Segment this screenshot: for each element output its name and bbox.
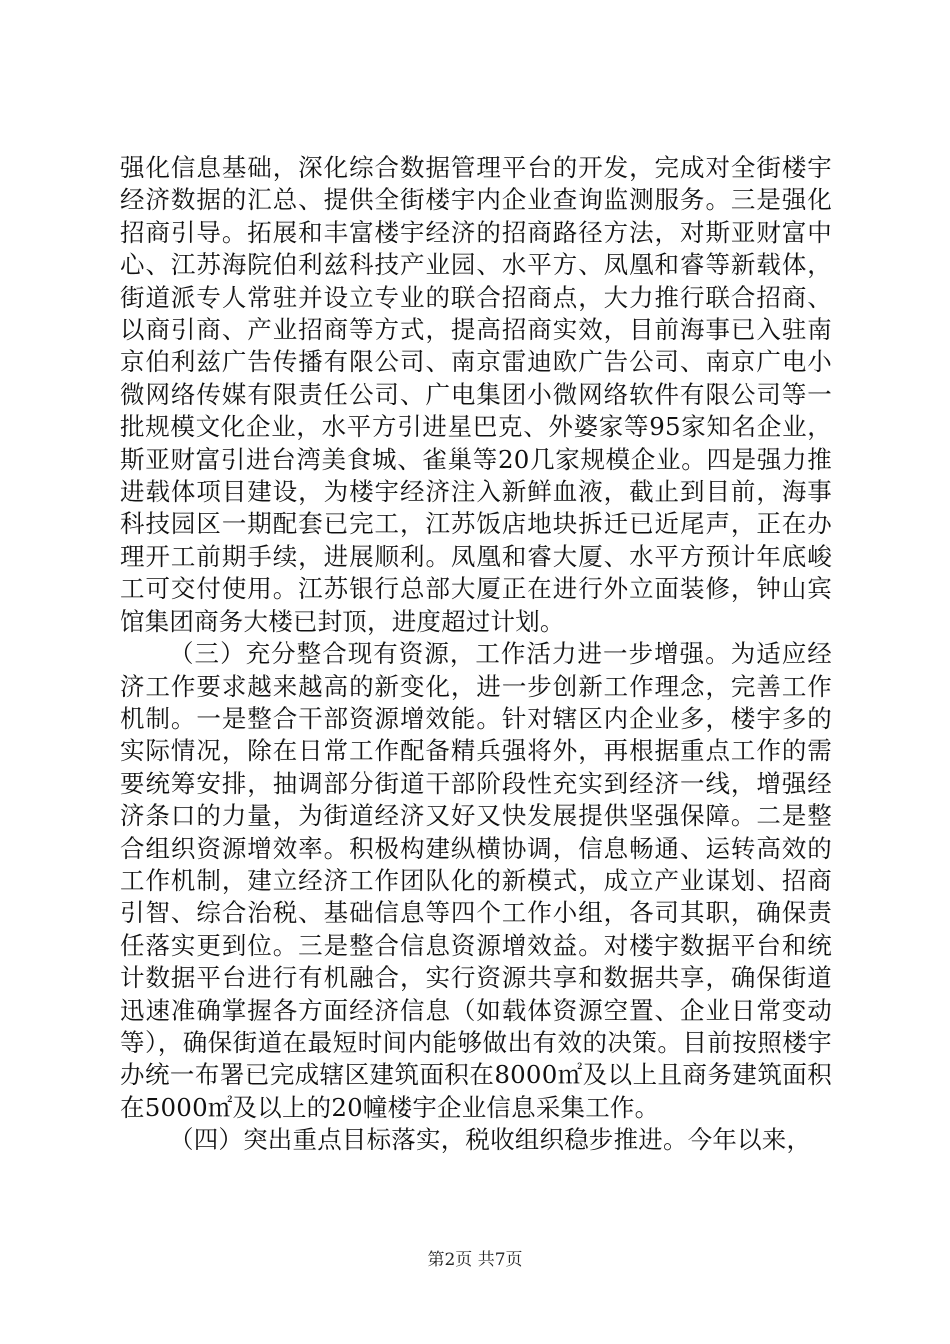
paragraph-continuation: 强化信息基础，深化综合数据管理平台的开发，完成对全街楼宇经济数据的汇总、提供全街楼宇内企业查询监测服务。三是强化招商引导。拓展和丰富楼宇经济的招商路径方法，对斯亚财富中心、江苏海院伯利兹科技产业园、水平方、凤凰和睿等新载体，街道派专人常驻并设立专业的联合招商点，大力推行联合招商、以商引商、产业招商等方式，提高招商实效，目前海事已入驻南京伯利兹广告传播有限公司、南京雷迪欧广告公司、南京广电小微网络传媒有限责任公司、广电集团小微网络软件有限公司等一批规模文化企业，水平方引进星巴克、外婆家等95家知名企业，斯亚财富引进台湾美食城、雀巢等20几家规模企业。四是强力推进载体项目建设，为楼宇经济注入新鲜血液，截止到目前，海事科技园区一期配套已完工，江苏饭店地块拆迁已近尾声，正在办理开工前期手续，进展顺利。凤凰和睿大厦、水平方预计年底峻工可交付使用。江苏银行总部大厦正在进行外立面装修，钟山宾馆集团商务大楼已封顶，进度超过计划。 — [120, 153, 832, 636]
paragraph-section-3: （三）充分整合现有资源，工作活力进一步增强。为适应经济工作要求越来越高的新变化，进一步创新工作理念，完善工作机制。一是整合干部资源增效能。针对辖区内企业多，楼宇多的实际情况，除在日常工作配备精兵强将外，再根据重点工作的需要统筹安排，抽调部分街道干部阶段性充实到经济一线，增强经济条口的力量，为街道经济又好又快发展提供坚强保障。二是整合组织资源增效率。积极构建纵横协调，信息畅通、运转高效的工作机制，建立经济工作团队化的新模式，成立产业谋划、招商引智、综合治税、基础信息等四个工作小组，各司其职，确保责任落实更到位。三是整合信息资源增效益。对楼宇数据平台和统计数据平台进行有机融合，实行资源共享和数据共享，确保街道迅速准确掌握各方面经济信息（如载体资源空置、企业日常变动等），确保街道在最短时间内能够做出有效的决策。目前按照楼宇办统一布署已完成辖区建筑面积在8000㎡及以上且商务建筑面积在5000㎡及以上的20幢楼宇企业信息采集工作。 — [120, 639, 832, 1122]
document-body — [120, 152, 832, 1157]
paragraph-section-4: （四）突出重点目标落实，税收组织稳步推进。今年以来， — [169, 1125, 812, 1155]
page-footer: 第2页 共7页 — [427, 1250, 523, 1270]
